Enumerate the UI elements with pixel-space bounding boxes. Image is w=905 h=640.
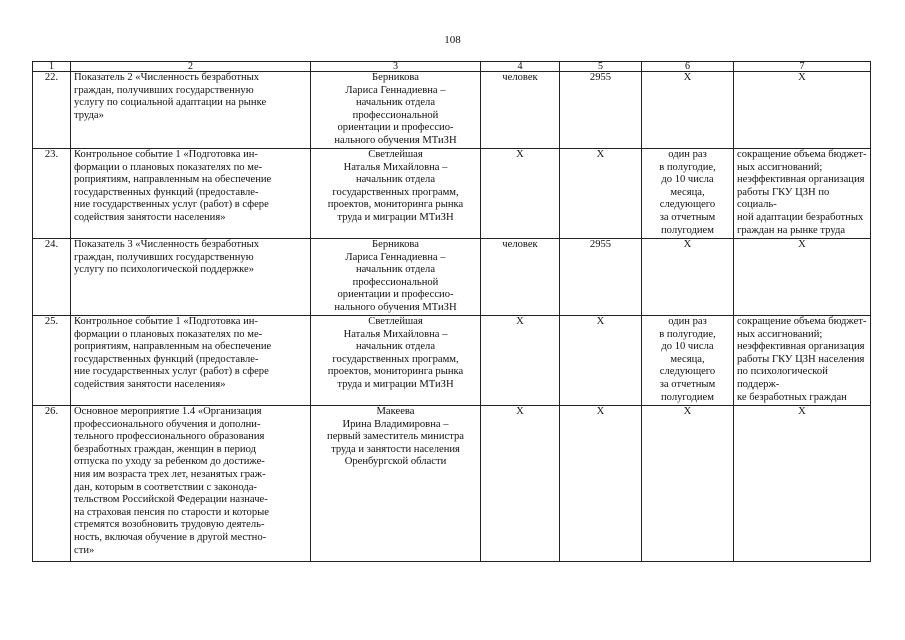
row-responsible: Берникова Лариса Геннадиевна – начальник отдела профессиональной ориентации и профессио- нального обучения МТиЗН xyxy=(334,72,457,146)
row-consequences: Х xyxy=(798,406,806,417)
row-responsible: Макеева Ирина Владимировна – первый заместитель министра труда и занятости населения Оренбургской области xyxy=(327,406,464,468)
row-value: 2955 xyxy=(560,239,642,316)
row-responsible: Светлейшая Наталья Михайловна – начальник отдела государственных программ, проектов, мониторинга рынка труда и миграции МТиЗН xyxy=(327,316,464,390)
row-description: Показатель 2 «Численность безработных граждан, получивших государственную услугу по социальной адаптации на рынке труда» xyxy=(74,72,267,121)
table-row xyxy=(33,149,871,239)
column-number: 5 xyxy=(560,62,642,72)
column-number: 7 xyxy=(734,62,871,72)
column-number-row xyxy=(33,62,871,72)
row-number: 25. xyxy=(33,316,71,406)
column-number: 3 xyxy=(311,62,481,72)
table-row xyxy=(33,239,871,316)
row-consequences: сокращение объема бюджет- ных ассигнований; неэффективная организация работы ГКУ ЦЗН по социаль- ной адаптации безработных граждан на рынке труда xyxy=(737,149,867,236)
row-deadline: Х xyxy=(683,239,692,250)
row-number: 24. xyxy=(33,239,71,316)
column-number: 1 xyxy=(33,62,71,72)
row-unit: человек xyxy=(481,72,560,149)
row-number: 26. xyxy=(33,406,71,562)
row-description: Контрольное событие 1 «Подготовка ин- формации о плановых показателях по ме- роприятиям, направленным на обеспечение государственных функций (предоставле- ние государственных услуг (работ) в сфере содействия занятости населения» xyxy=(74,316,272,390)
column-number: 6 xyxy=(642,62,734,72)
row-number: 22. xyxy=(33,72,71,149)
column-number: 2 xyxy=(71,62,311,72)
row-consequences: сокращение объема бюджет- ных ассигнований; неэффективная организация работы ГКУ ЦЗН населения по психологической поддерж- ке безработных граждан xyxy=(737,316,867,403)
row-consequences: Х xyxy=(798,239,806,250)
row-responsible: Берникова Лариса Геннадиевна – начальник отдела профессиональной ориентации и профессио- нального обучения МТиЗН xyxy=(334,239,457,313)
row-unit: человек xyxy=(481,239,560,316)
row-deadline: один раз в полугодие, до 10 числа месяца, следующего за отчетным полугодием xyxy=(659,316,716,403)
page-number: 108 xyxy=(444,34,461,46)
row-description: Показатель 3 «Численность безработных граждан, получивших государственную услугу по психологической поддержке» xyxy=(74,239,260,276)
row-number: 23. xyxy=(33,149,71,239)
row-unit: Х xyxy=(481,406,560,562)
row-responsible: Светлейшая Наталья Михайловна – начальник отдела государственных программ, проектов, мониторинга рынка труда и миграции МТиЗН xyxy=(327,149,464,223)
row-value: Х xyxy=(560,149,642,239)
table-row xyxy=(33,72,871,149)
row-unit: Х xyxy=(481,316,560,406)
plan-table xyxy=(32,61,871,562)
row-deadline: Х xyxy=(683,406,692,417)
column-number: 4 xyxy=(481,62,560,72)
row-consequences: Х xyxy=(798,72,806,83)
row-value: Х xyxy=(560,316,642,406)
row-deadline: Х xyxy=(683,72,692,83)
table-row xyxy=(33,316,871,406)
row-value: 2955 xyxy=(560,72,642,149)
row-value: Х xyxy=(560,406,642,562)
row-deadline: один раз в полугодие, до 10 числа месяца, следующего за отчетным полугодием xyxy=(659,149,716,236)
row-description: Основное мероприятие 1.4 «Организация профессионального обучения и дополни- тельного профессионального образования безработных граждан, женщин в период отпуска по уходу за ребенком до достиже- ния им возраста трех лет, незанятых граж- дан, которым в соответствии с законода- тельством Российской Федерации назначе- на страховая пенсия по старости и которые стремятся возобновить трудовую деятель- ность, включая обучение в другой местно- сти» xyxy=(74,406,269,556)
row-unit: Х xyxy=(481,149,560,239)
table-row xyxy=(33,406,871,562)
row-description: Контрольное событие 1 «Подготовка ин- формации о плановых показателях по ме- роприятиям, направленным на обеспечение государственных функций (предоставле- ние государственных услуг (работ) в сфере содействия занятости населения» xyxy=(74,149,272,223)
